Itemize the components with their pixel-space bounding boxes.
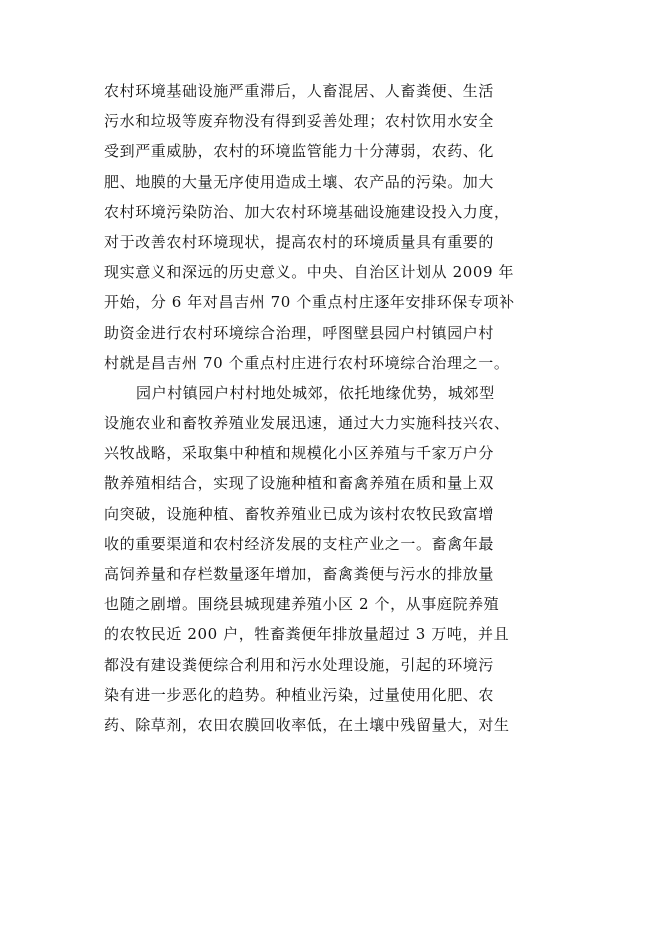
text-line: 药、除草剂，农田农膜回收率低，在土壤中残留量大，对生 [104, 715, 510, 734]
text-line: 都没有建设粪便综合利用和污水处理设施，引起的环境污 [104, 655, 495, 674]
text-line: 肥、地膜的大量无序使用造成土壤、农产品的污染。加大 [104, 172, 495, 191]
text-line: 农村环境污染防治、加大农村环境基础设施建设投入力度， [104, 202, 510, 221]
text-line: 村就是昌吉州 70 个重点村庄进行农村环境综合治理之一。 [104, 353, 510, 372]
paragraph-start-line: 园户村镇园户村村地处城郊，依托地缘优势，城郊型 [136, 383, 495, 402]
text-line: 的农牧民近 200 户，牲畜粪便年排放量超过 3 万吨，并且 [104, 625, 510, 644]
document-body [104, 76, 554, 740]
text-line: 高饲养量和存栏数量逐年增加，畜禽粪便与污水的排放量 [104, 565, 495, 583]
text-line: 对于改善农村环境现状，提高农村的环境质量具有重要的 [104, 232, 495, 251]
text-line: 污水和垃圾等废弃物没有得到妥善处理；农村饮用水安全 [104, 112, 495, 131]
text-line: 收的重要渠道和农村经济发展的支柱产业之一。畜禽年最 [104, 534, 495, 553]
text-line: 农村环境基础设施严重滞后，人畜混居、人畜粪便、生活 [104, 82, 495, 100]
text-line: 也随之剧增。围绕县城现建养殖小区 2 个，从事庭院养殖 [104, 595, 500, 614]
text-line: 向突破，设施种植、畜牧养殖业已成为该村农牧民致富增 [104, 504, 495, 523]
text-line: 助资金进行农村环境综合治理，呼图壁县园户村镇园户村 [104, 323, 495, 342]
text-line: 兴牧战略，采取集中种植和规模化小区养殖与千家万户分 [104, 444, 495, 463]
text-line: 设施农业和畜牧养殖业发展迅速，通过大力实施科技兴农、 [104, 414, 510, 433]
text-line: 染有进一步恶化的趋势。种植业污染，过量使用化肥、农 [104, 685, 495, 704]
text-line: 现实意义和深远的历史意义。中央、自治区计划从 2009 年 [104, 263, 515, 282]
text-line: 受到严重威胁，农村的环境监管能力十分薄弱，农药、化 [104, 142, 495, 161]
text-line: 散养殖相结合，实现了设施种植和畜禽养殖在质和量上双 [104, 474, 495, 493]
text-line: 开始，分 6 年对昌吉州 70 个重点村庄逐年安排环保专项补 [104, 293, 515, 312]
